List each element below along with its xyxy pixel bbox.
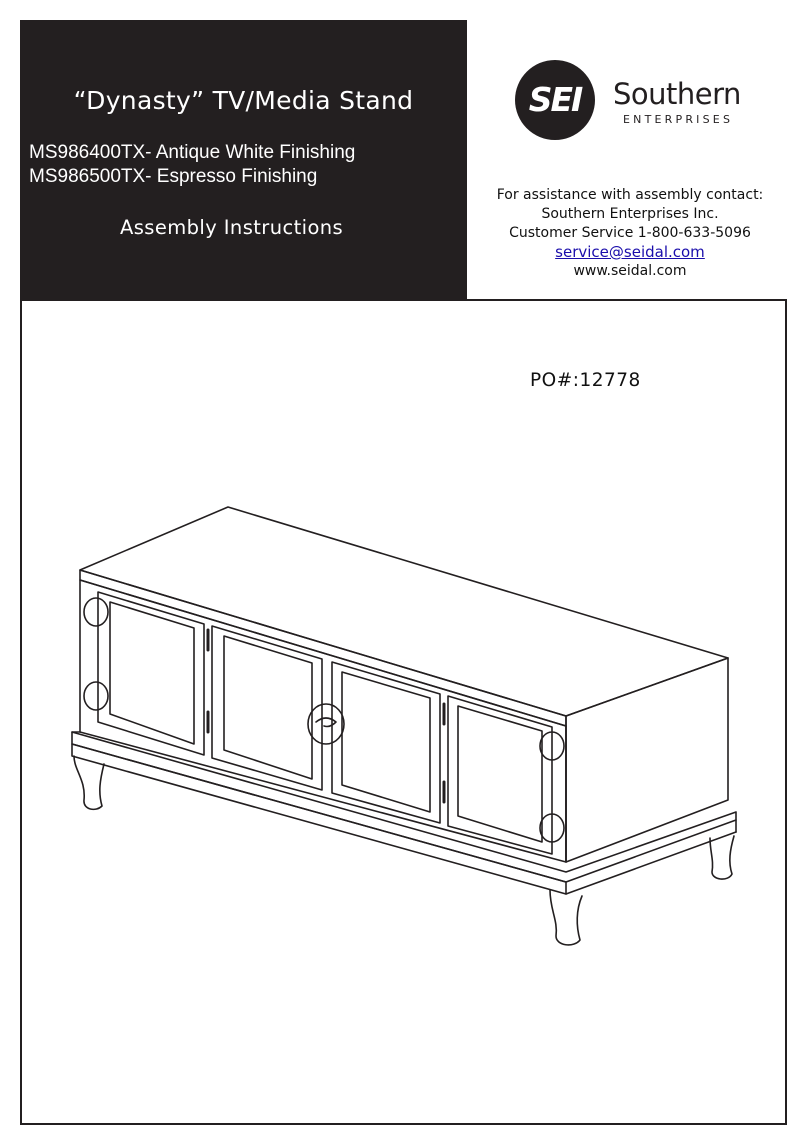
brand-logo (515, 60, 741, 140)
contact-intro: For assistance with assembly contact: (496, 187, 764, 203)
po-number: PO#:12778 (530, 370, 641, 391)
contact-website: www.seidal.com (573, 263, 687, 279)
frame-divider (466, 299, 785, 301)
sei-logo-icon: SEI (515, 60, 595, 140)
brand-name: Southern (613, 77, 741, 111)
brand-subname: ENTERPRISES (623, 113, 734, 126)
header-banner (20, 20, 467, 300)
contact-email-link[interactable]: service@seidal.com (555, 243, 705, 261)
model-line-1: MS986400TX- Antique White Finishing (29, 142, 356, 163)
model-line-2: MS986500TX- Espresso Finishing (29, 166, 318, 187)
contact-phone: Customer Service 1-800-633-5096 (509, 225, 751, 241)
document-title: “Dynasty” TV/Media Stand (73, 86, 414, 115)
document-subtitle: Assembly Instructions (120, 216, 344, 239)
contact-company: Southern Enterprises Inc. (541, 206, 719, 222)
tv-stand-line-drawing-icon (70, 500, 740, 950)
